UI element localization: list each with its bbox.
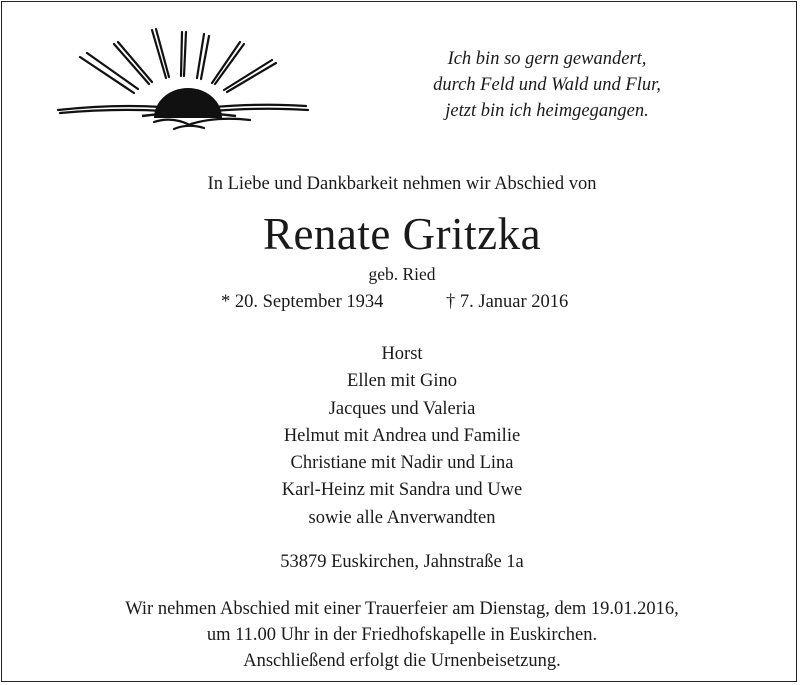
ceremony-line: Anschließend erfolgt die Urnenbeisetzung. bbox=[243, 651, 561, 671]
mourner-item: Horst bbox=[381, 344, 423, 364]
poem-line: Ich bin so gern gewandert, bbox=[447, 49, 647, 69]
poem bbox=[402, 46, 692, 124]
ceremony-line: um 11.00 Uhr in der Friedhofskapelle in Euskirchen. bbox=[206, 625, 598, 645]
poem-line: durch Feld und Wald und Flur, bbox=[433, 75, 661, 95]
mourners-list bbox=[2, 341, 800, 532]
deceased-name: Renate Gritzka bbox=[262, 209, 542, 259]
ceremony-line: Wir nehmen Abschied mit einer Trauerfeier am Dienstag, dem 19.01.2016, bbox=[125, 599, 679, 619]
mourner-item: Karl-Heinz mit Sandra und Uwe bbox=[281, 480, 523, 501]
mourner-item: sowie alle Anverwandten bbox=[308, 507, 496, 528]
mourner-item: Jacques und Valeria bbox=[328, 398, 476, 419]
death-date: † 7. Januar 2016 bbox=[446, 292, 569, 312]
mourner-item: Christiane mit Nadir und Lina bbox=[290, 453, 514, 474]
address: 53879 Euskirchen, Jahnstraße 1a bbox=[280, 552, 524, 572]
obituary-notice bbox=[1, 1, 797, 682]
maiden-name: geb. Ried bbox=[368, 264, 436, 284]
ceremony-info bbox=[2, 596, 800, 674]
mourner-item: Ellen mit Gino bbox=[347, 371, 457, 392]
intro-text: In Liebe und Dankbarkeit nehmen wir Abschied von bbox=[207, 174, 597, 194]
mourner-item: Helmut mit Andrea und Familie bbox=[283, 425, 521, 446]
poem-line: jetzt bin ich heimgegangen. bbox=[445, 101, 649, 121]
birth-date: * 20. September 1934 bbox=[221, 292, 384, 312]
setting-sun-icon bbox=[54, 26, 312, 138]
